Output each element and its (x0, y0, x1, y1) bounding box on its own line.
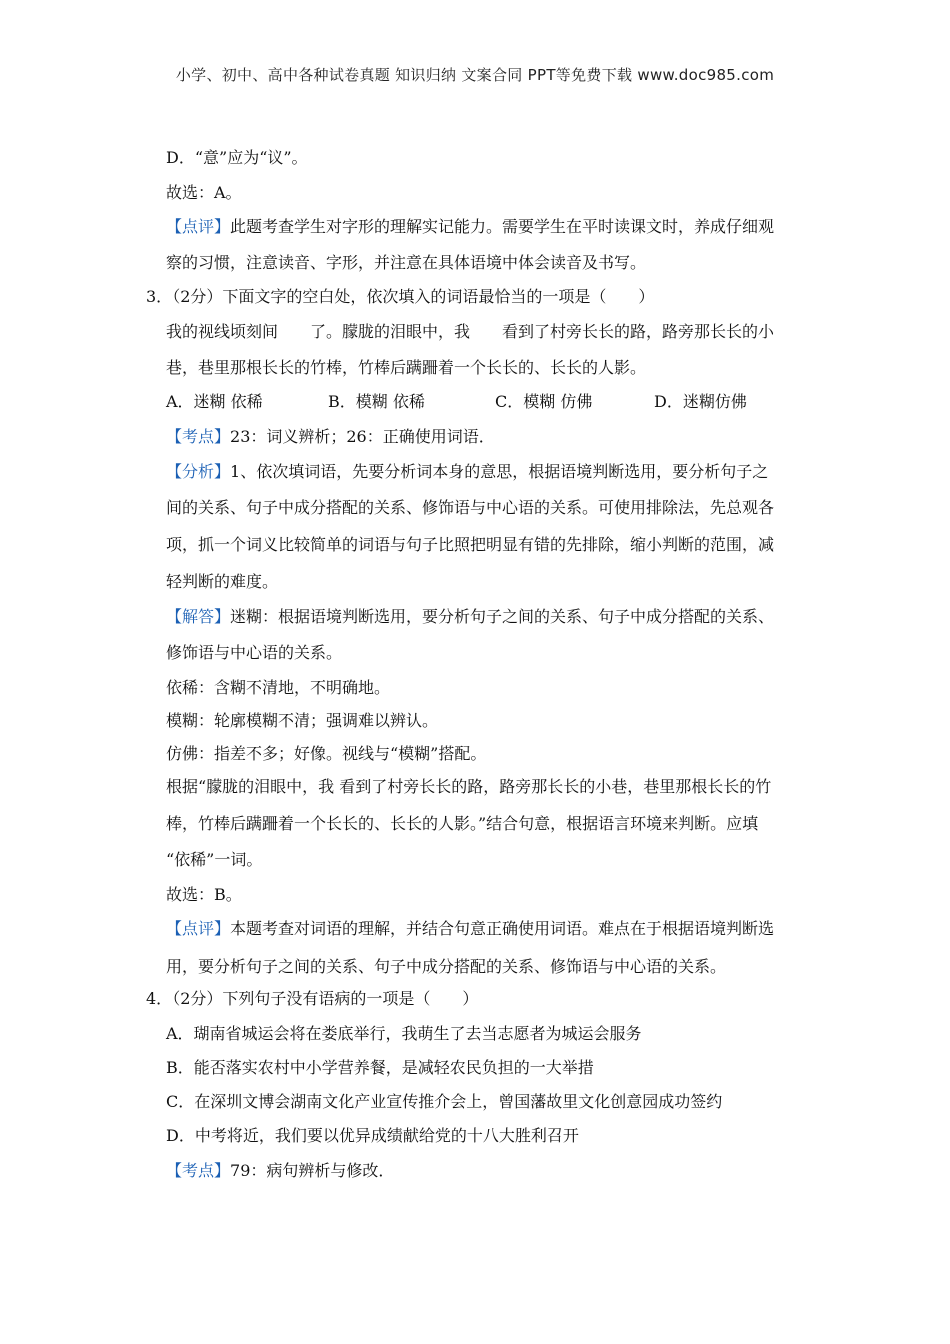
q3-genju-line2: 棒，竹棒后蹒跚着一个长长的、长长的人影。”结合句意，根据语言环境来判断。应填 (166, 814, 759, 833)
q4-option-b: B．能否落实农村中小学营养餐，是减轻农民负担的一大举措 (166, 1058, 594, 1077)
q2-option-d: D．“意”应为“议”。 (166, 148, 308, 167)
q3-review (166, 919, 774, 939)
q2-review (166, 217, 774, 237)
q4-option-c: C．在深圳文博会湖南文化产业宣传推介会上，曾国藩故里文化创意园成功签约 (166, 1092, 723, 1111)
review-text: 本题考查对词语的理解，并结合句意正确使用词语。难点在于根据语境判断选 (230, 919, 775, 938)
kaodian-text: 79：病句辨析与修改． (230, 1161, 395, 1180)
q3-fenxi-line4: 轻判断的难度。 (166, 572, 279, 591)
q2-answer: 故选：A。 (166, 183, 242, 202)
q4-kaodian (166, 1161, 394, 1181)
q3-option-d: D．迷糊仿佛 (654, 392, 747, 411)
q3-answer: 故选：B。 (166, 885, 242, 904)
q3-fangfu: 仿佛：指差不多；好像。视线与“模糊”搭配。 (166, 744, 487, 763)
q4-option-a: A．瑚南省城运会将在娄底举行，我萌生了去当志愿者为城运会服务 (166, 1024, 642, 1043)
jieda-text: 迷糊：根据语境判断选用，要分析句子之间的关系、句子中成分搭配的关系、 (230, 607, 775, 626)
q3-stem (146, 287, 654, 307)
page-header: 小学、初中、高中各种试卷真题 知识归纳 文案合同 PPT等免费下载 www.doc985.com (175, 66, 775, 84)
question-stem: （2分）下列句子没有语病的一项是（ ） (172, 989, 479, 1008)
review-text: 此题考查学生对字形的理解实记能力。需要学生在平时读课文时，养成仔细观 (230, 217, 775, 236)
fenxi-tag: 【分析】 (166, 462, 231, 481)
q3-fenxi (166, 462, 768, 482)
question-number: 3． (146, 287, 173, 306)
q3-passage-line1: 我的视线顷刻间 了。朦胧的泪眼中，我 看到了村旁长长的路，路旁那长长的小 (166, 322, 775, 341)
question-stem: （2分）下面文字的空白处，依次填入的词语最恰当的一项是（ ） (172, 287, 655, 306)
review-tag: 【点评】 (166, 919, 231, 938)
q3-jieda-line2: 修饰语与中心语的关系。 (166, 643, 343, 662)
q3-option-c: C．模糊 仿佛 (495, 392, 593, 411)
q4-option-d: D．中考将近，我们要以优异成绩献给党的十八大胜利召开 (166, 1126, 579, 1145)
kaodian-tag: 【考点】 (166, 427, 231, 446)
jieda-tag: 【解答】 (166, 607, 231, 626)
kaodian-text: 23：词义辨析；26：正确使用词语． (230, 427, 495, 446)
q3-genju-line3: “依稀”一词。 (166, 850, 263, 869)
q3-fenxi-line2: 间的关系、句子中成分搭配的关系、修饰语与中心语的关系。可使用排除法，先总观各 (166, 498, 775, 517)
q3-review-line2: 用，要分析句子之间的关系、句子中成分搭配的关系、修饰语与中心语的关系。 (166, 957, 727, 976)
q4-stem (146, 989, 478, 1009)
q2-review-line2: 察的习惯，注意读音、字形，并注意在具体语境中体会读音及书写。 (166, 253, 647, 272)
q3-genju-line1: 根据“朦胧的泪眼中，我 看到了村旁长长的路，路旁那长长的小巷，巷里那根长长的竹 (166, 777, 772, 796)
q3-kaodian (166, 427, 495, 447)
kaodian-tag: 【考点】 (166, 1161, 231, 1180)
q3-option-a: A．迷糊 依稀 (166, 392, 263, 411)
q3-jieda (166, 607, 774, 627)
q3-passage-line2: 巷，巷里那根长长的竹棒，竹棒后蹒跚着一个长长的、长长的人影。 (166, 358, 647, 377)
q3-option-b: B．模糊 依稀 (328, 392, 425, 411)
fenxi-text: 1、依次填词语，先要分析词本身的意思，根据语境判断选用，要分析句子之 (230, 462, 769, 481)
q3-fenxi-line3: 项，抓一个词义比较简单的词语与句子比照把明显有错的先排除，缩小判断的范围，减 (166, 535, 775, 554)
review-tag: 【点评】 (166, 217, 231, 236)
q3-yixi: 依稀：含糊不清地，不明确地。 (166, 678, 391, 697)
question-number: 4． (146, 989, 173, 1008)
q3-mohu: 模糊：轮廓模糊不清；强调难以辨认。 (166, 711, 439, 730)
